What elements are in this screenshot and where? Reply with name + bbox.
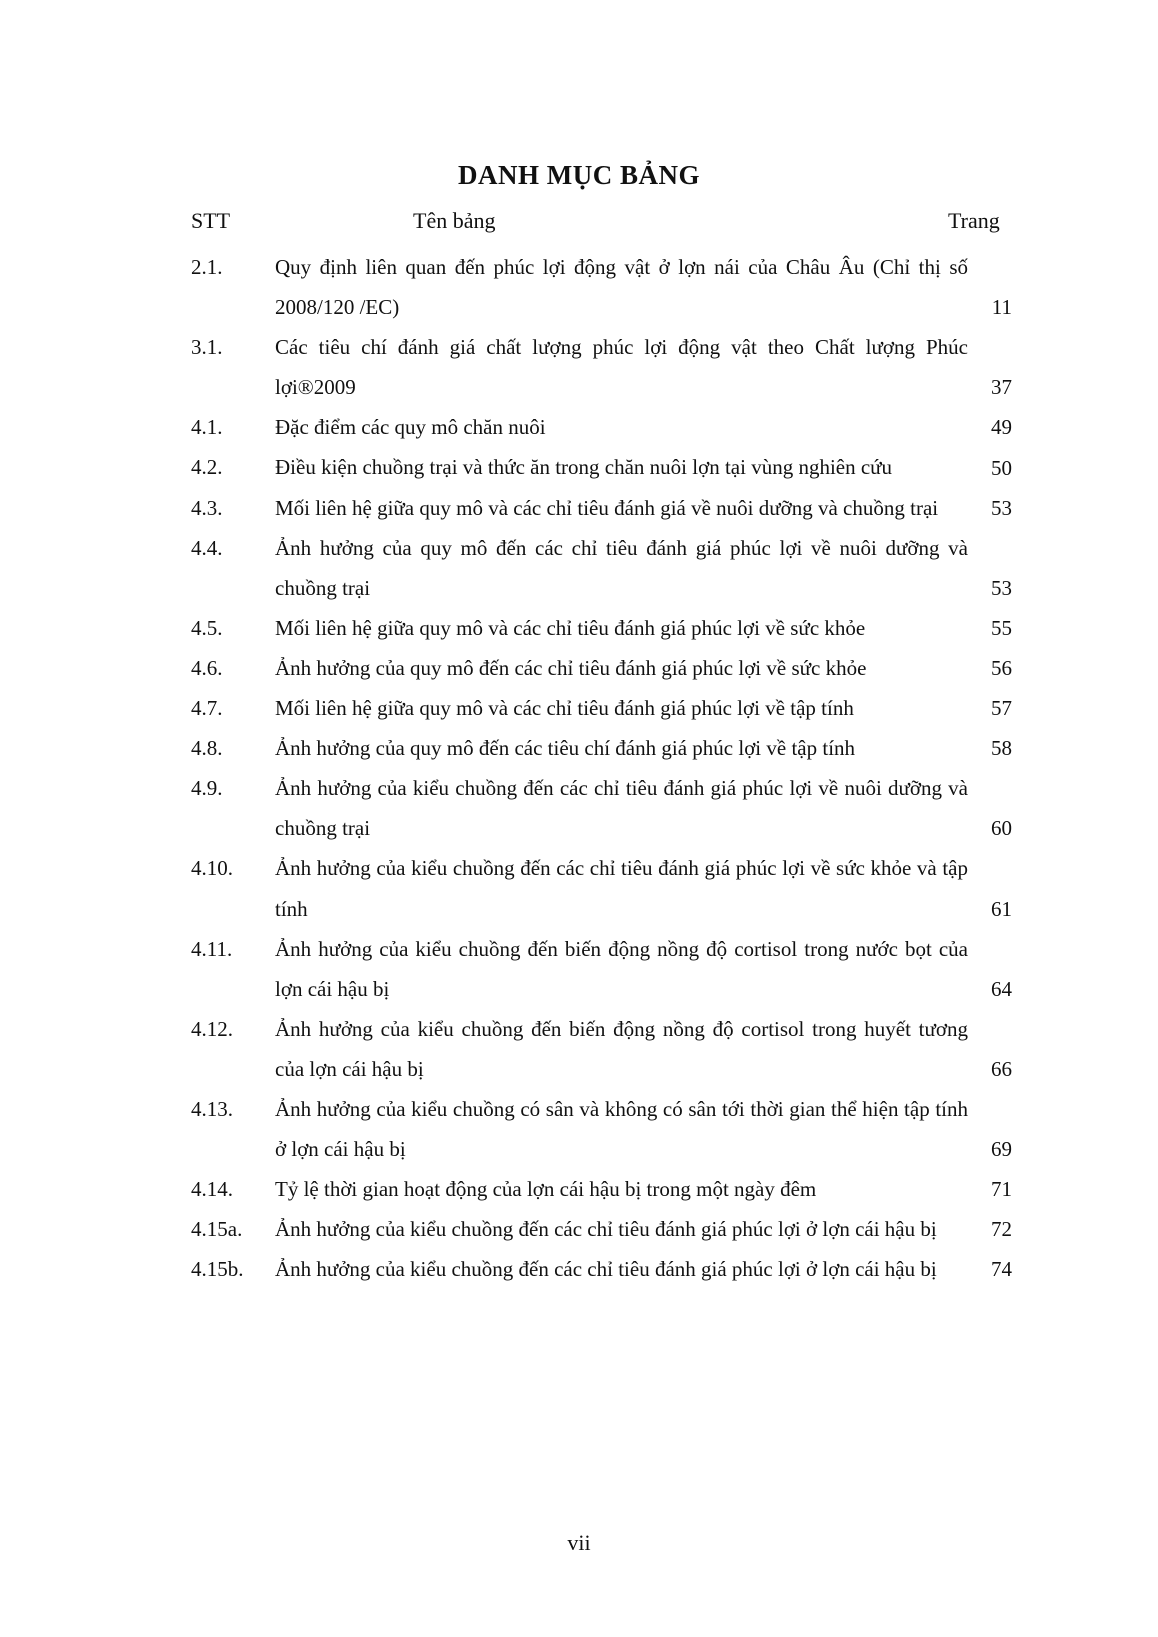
entry-page: 66 bbox=[991, 1056, 1012, 1081]
entry-title: Ảnh hưởng của kiểu chuồng đến các chỉ tiêu đánh giá phúc lợi ở lợn cái hậu bị bbox=[275, 1217, 937, 1242]
entry-number: 4.4. bbox=[191, 535, 223, 560]
header-stt: STT bbox=[191, 208, 231, 233]
entry-title: Ảnh hưởng của quy mô đến các tiêu chí đánh giá phúc lợi về tập tính bbox=[275, 736, 856, 761]
entry-page: 53 bbox=[991, 495, 1012, 520]
entry-title: Quy định liên quan đến phúc lợi động vật ở lợn nái của Châu Âu (Chỉ thị số 2008/120 /EC) bbox=[275, 255, 968, 320]
list-item bbox=[0, 768, 1158, 848]
header-table-name: Tên bảng bbox=[413, 208, 496, 233]
entry-number: 4.12. bbox=[191, 1016, 233, 1041]
entry-title: Ảnh hưởng của quy mô đến các chỉ tiêu đánh giá phúc lợi về nuôi dưỡng và chuồng trại bbox=[275, 535, 968, 600]
entry-number: 3.1. bbox=[191, 335, 223, 360]
entry-title: Ảnh hưởng của kiểu chuồng đến biến động nồng độ cortisol trong nước bọt của lợn cái hậu bị bbox=[275, 936, 968, 1001]
list-item bbox=[0, 1009, 1158, 1089]
entry-title: Mối liên hệ giữa quy mô và các chỉ tiêu đánh giá phúc lợi về sức khỏe bbox=[275, 615, 866, 640]
entry-page: 74 bbox=[991, 1257, 1012, 1282]
entry-page: 69 bbox=[991, 1137, 1012, 1162]
entry-number: 4.11. bbox=[191, 936, 233, 961]
entry-number: 4.1. bbox=[191, 415, 223, 440]
entry-number: 4.14. bbox=[191, 1177, 233, 1202]
entry-title: Ảnh hưởng của kiểu chuồng đến các chỉ tiêu đánh giá phúc lợi ở lợn cái hậu bị bbox=[275, 1257, 937, 1282]
entry-number: 4.2. bbox=[191, 455, 223, 480]
list-item bbox=[0, 327, 1158, 407]
entry-title: Ảnh hưởng của kiểu chuồng có sân và không có sân tới thời gian thể hiện tập tính ở lợn cái hậu bị bbox=[275, 1096, 968, 1162]
entry-number: 4.15b. bbox=[191, 1257, 244, 1282]
entry-number: 4.10. bbox=[191, 856, 233, 881]
list-item bbox=[0, 407, 1158, 447]
entry-number: 4.15a. bbox=[191, 1217, 243, 1242]
entry-page: 72 bbox=[991, 1217, 1012, 1242]
entry-page: 56 bbox=[991, 656, 1012, 681]
list-item bbox=[0, 648, 1158, 688]
entry-title: Đặc điểm các quy mô chăn nuôi bbox=[275, 415, 546, 440]
list-item bbox=[0, 848, 1158, 928]
entry-page: 58 bbox=[991, 736, 1012, 761]
list-item bbox=[0, 1209, 1158, 1249]
entry-page: 37 bbox=[991, 375, 1012, 400]
list-item bbox=[0, 929, 1158, 1009]
entry-number: 4.5. bbox=[191, 615, 223, 640]
page-title: DANH MỤC BẢNG bbox=[458, 160, 700, 190]
list-item bbox=[0, 528, 1158, 608]
list-item bbox=[0, 247, 1158, 327]
list-item bbox=[0, 1249, 1158, 1289]
entry-page: 60 bbox=[991, 816, 1012, 841]
entry-page: 49 bbox=[991, 415, 1012, 440]
header-page: Trang bbox=[948, 208, 1000, 233]
entry-number: 4.8. bbox=[191, 736, 223, 761]
entry-title: Mối liên hệ giữa quy mô và các chỉ tiêu đánh giá phúc lợi về tập tính bbox=[275, 696, 854, 721]
entry-number: 4.3. bbox=[191, 495, 223, 520]
entry-title: Ảnh hưởng của kiểu chuồng đến biến động nồng độ cortisol trong huyết tương của lợn cái hậu bị bbox=[275, 1016, 968, 1081]
entry-page: 71 bbox=[991, 1177, 1012, 1202]
list-item bbox=[0, 1089, 1158, 1169]
entry-title: Điều kiện chuồng trại và thức ăn trong chăn nuôi lợn tại vùng nghiên cứu bbox=[275, 455, 893, 480]
entry-page: 50 bbox=[991, 455, 1012, 480]
entry-title: Các tiêu chí đánh giá chất lượng phúc lợi động vật theo Chất lượng Phúc lợi®2009 bbox=[275, 335, 968, 400]
list-item bbox=[0, 608, 1158, 648]
entry-title: Ảnh hưởng của quy mô đến các chỉ tiêu đánh giá phúc lợi về sức khỏe bbox=[275, 655, 867, 680]
list-item bbox=[0, 1169, 1158, 1209]
entry-page: 61 bbox=[991, 896, 1012, 921]
entry-number: 4.13. bbox=[191, 1096, 233, 1121]
entry-title: Ảnh hưởng của kiểu chuồng đến các chỉ tiêu đánh giá phúc lợi về sức khỏe và tập tính bbox=[275, 856, 968, 921]
list-item bbox=[0, 447, 1158, 487]
entry-number: 4.9. bbox=[191, 776, 223, 801]
entry-title: Tỷ lệ thời gian hoạt động của lợn cái hậu bị trong một ngày đêm bbox=[275, 1177, 817, 1202]
entry-page: 11 bbox=[991, 295, 1012, 320]
entry-page: 64 bbox=[991, 976, 1012, 1001]
entry-number: 4.6. bbox=[191, 655, 223, 680]
entry-title: Mối liên hệ giữa quy mô và các chỉ tiêu đánh giá về nuôi dưỡng và chuồng trại bbox=[275, 495, 939, 520]
entry-page: 57 bbox=[991, 696, 1012, 721]
entry-number: 4.7. bbox=[191, 696, 223, 721]
entry-number: 2.1. bbox=[191, 255, 223, 279]
entry-page: 55 bbox=[991, 615, 1012, 640]
entry-page: 53 bbox=[991, 575, 1012, 600]
list-item bbox=[0, 488, 1158, 528]
page-number: vii bbox=[567, 1530, 591, 1555]
entry-title: Ảnh hưởng của kiểu chuồng đến các chỉ tiêu đánh giá phúc lợi về nuôi dưỡng và chuồng trại bbox=[275, 776, 968, 841]
table-list bbox=[0, 247, 1158, 1289]
list-item bbox=[0, 728, 1158, 768]
list-item bbox=[0, 688, 1158, 728]
